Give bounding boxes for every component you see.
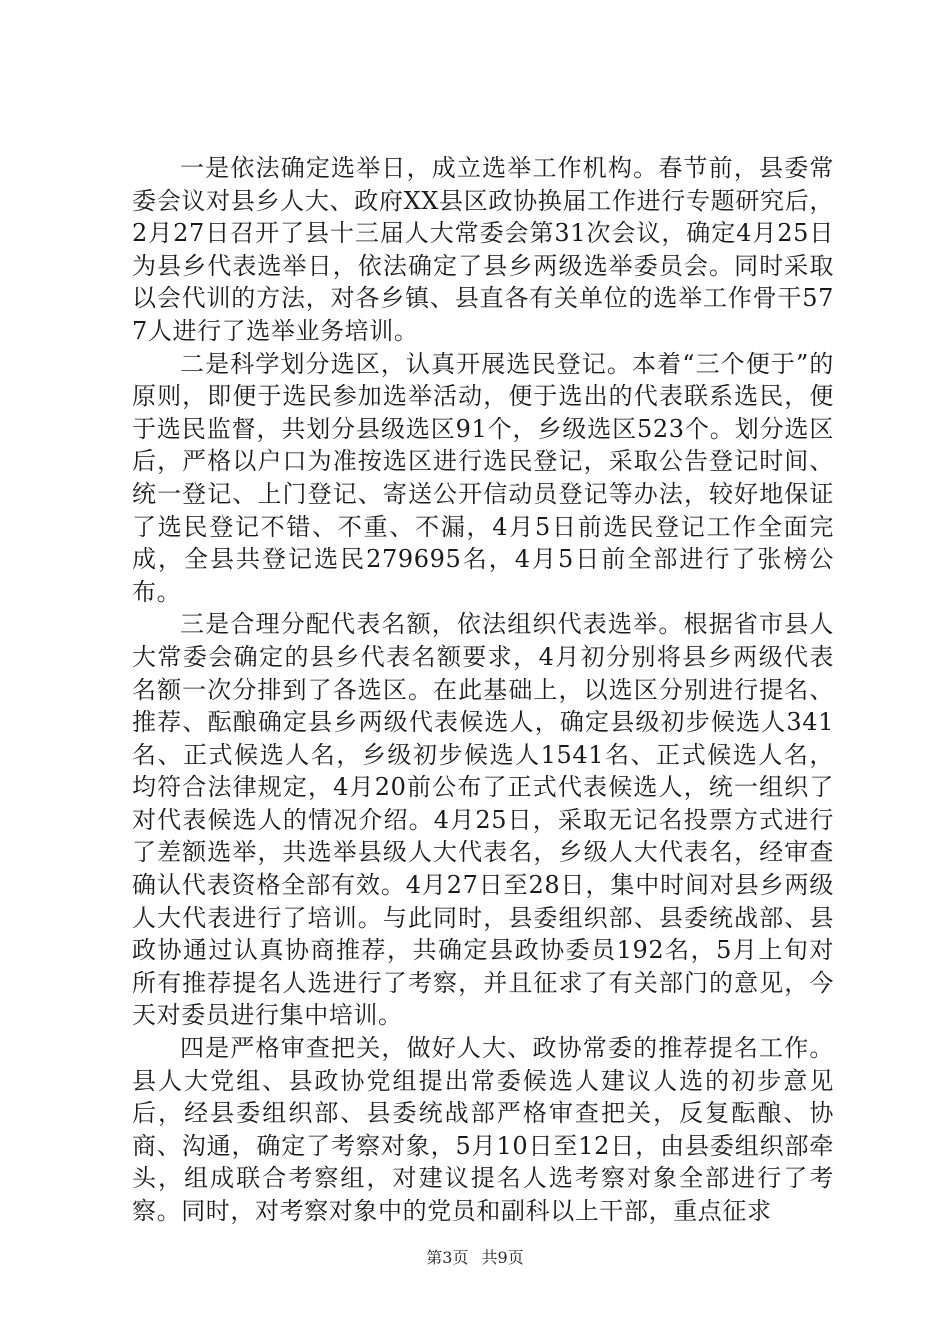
page-footer	[0, 1245, 950, 1268]
body-text	[132, 152, 834, 1228]
paragraph-3: 三是合理分配代表名额，依法组织代表选举。根据省市县人大常委会确定的县乡代表名额要求，4月初分别将县乡两级代表名额一次分排到了各选区。在此基础上，以选区分别进行提名、推荐、酝酿确定县乡两级代表候选人，确定县级初步候选人341名、正式候选人名，乡级初步候选人1541名、正式候选人名，均符合法律规定，4月20前公布了正式代表候选人，统一组织了对代表候选人的情况介绍。4月25日，采取无记名投票方式进行了差额选举，共选举县级人大代表名，乡级人大代表名，经审查确认代表资格全部有效。4月27日至28日，集中时间对县乡两级人大代表进行了培训。与此同时，县委组织部、县委统战部、县政协通过认真协商推荐，共确定县政协委员192名，5月上旬对所有推荐提名人选进行了考察，并且征求了有关部门的意见，今天对委员进行集中培训。	[132, 610, 834, 1030]
page-number: 第3页	[426, 1248, 469, 1267]
paragraph-4: 四是严格审查把关，做好人大、政协常委的推荐提名工作。县人大党组、县政协党组提出常委候选人建议人选的初步意见后，经县委组织部、县委统战部严格审查把关，反复酝酿、协商、沟通，确定了考察对象，5月10日至12日，由县委组织部牵头，组成联合考察组，对建议提名人选考察对象全部进行了考察。同时，对考察对象中的党员和副科以上干部，重点征求	[132, 1034, 834, 1225]
paragraph-2: 二是科学划分选区，认真开展选民登记。本着“三个便于”的原则，即便于选民参加选举活动，便于选出的代表联系选民，便于选民监督，共划分县级选区91个，乡级选区523个。划分选区后，严格以户口为准按选区进行选民登记，采取公告登记时间、统一登记、上门登记、寄送公开信动员登记等办法，较好地保证了选民登记不错、不重、不漏，4月5日前选民登记工作全面完成，全县共登记选民279695名，4月5日前全部进行了张榜公布。	[132, 349, 834, 606]
page-total: 共9页	[481, 1248, 524, 1267]
paragraph-1: 一是依法确定选举日，成立选举工作机构。春节前，县委常委会议对县乡人大、政府XX县区政协换届工作进行专题研究后，2月27日召开了县十三届人大常委会第31次会议，确定4月25日为县乡代表选举日，依法确定了县乡两级选举委员会。同时采取以会代训的方法，对各乡镇、县直各有关单位的选举工作骨干577人进行了选举业务培训。	[132, 154, 834, 345]
